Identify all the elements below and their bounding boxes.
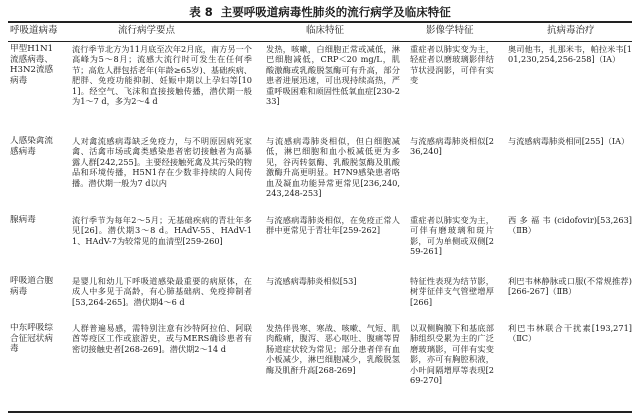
row-5-treatment: 利巴韦林联合干扰素[193,271]（ⅡC）	[508, 323, 632, 344]
row-2-clinical: 与流感病毒肺炎相似，但白细胞减低，淋巴细胞和血小板减低更为多见，谷丙转氨酶、乳酸脱氢酶及肌酸激酶升高更明显。H7N9感染患者咯血及凝血功能异常更常见[236,240,243,248-253]	[266, 136, 400, 199]
header-rule	[8, 41, 632, 42]
row-4-treatment: 利巴韦林静脉或口服(不常规推荐)[266-267]（ⅡB）	[508, 276, 632, 297]
row-1-virus: 甲型H1N1流感病毒、H3N2流感病毒	[10, 44, 54, 86]
row-2-epidemiology: 人对禽流感病毒缺乏免疫力，与不明原因病死家禽、活禽市场或禽类感染患者密切接触者为高暴露人群[242,255]。主要经接触死禽及其污染的物品和环境传播，H5N1存在少数非持续的人间传播。潜伏期一般为7 d以内	[72, 136, 252, 188]
row-1-clinical: 发热，咳嗽，白细胞正常或减低，淋巴细胞减低，CRP＜20 mg/L，肌酸激酶或乳酸脱氢酶可有升高，部分患者进展迅速，可出现持续高热，严重呼吸困难和顽固性低氧血症[230-233]	[266, 44, 400, 107]
row-4-clinical: 与流感病毒肺炎相似[53]	[266, 276, 357, 286]
row-5-virus: 中东呼吸综合征冠状病毒	[10, 323, 53, 355]
header-clinical: 临床特征	[306, 25, 345, 36]
row-4-imaging: 特征性表现为结节影，树芽征伴支气管壁增厚[266]	[410, 276, 494, 307]
table-title	[0, 4, 640, 20]
row-3-treatment: 西多福韦(cidofovir)[53,263]（ⅡB）	[508, 215, 632, 236]
row-2-virus: 人感染禽流感病毒	[10, 136, 53, 157]
row-5-clinical: 发热伴畏寒、寒战、咳嗽、气短、肌肉酸痛，腹泻、恶心呕吐、腹痛等胃肠道症状较为常见；部分患者伴有血小板减少，淋巴细胞减少，乳酸脱氢酶及肌酐升高[268-269]	[266, 323, 400, 375]
row-1-epidemiology: 流行季节北方为11月底至次年2月底，南方另一个高峰为5～8月；流感大流行时可发生在任何季节；高危人群包括老年(年龄≥65岁)、基础疾病、肥胖、免疫功能抑制、妊娠中期以上孕妇等[101]。经空气、飞沫和直接接触传播，潜伏期一般为1～7 d，多为2～4 d	[72, 44, 252, 107]
row-5-imaging: 以双侧胸膜下和基底部肺组织受累为主的广泛磨玻璃影，可伴有实变影，亦可有胸腔积液，小叶间隔增厚等表现[269-270]	[410, 323, 494, 386]
row-3-virus: 腺病毒	[10, 215, 36, 225]
table-number: 表 8	[189, 5, 213, 19]
row-4-epidemiology: 是婴儿和幼儿下呼吸道感染最重要的病原体，在成人中多见于高龄，有心肺基础病、免疫抑制者[53,264-265]。潜伏期4～6 d	[72, 276, 252, 307]
row-3-imaging: 重症者以肺实变为主，可伴有磨玻璃和斑片影，可为单侧或双侧[259-261]	[410, 215, 494, 257]
row-1-imaging: 重症者以肺实变为主，轻症者以磨玻璃影伴结节状浸润影，可伴有实变	[410, 44, 494, 86]
row-2-imaging: 与流感病毒肺炎相似[236,240]	[410, 136, 494, 157]
row-1-treatment: 奥司他韦，扎那米韦，帕拉米韦[101,230,254,256-258]（ⅠA）	[508, 44, 632, 65]
row-3-clinical: 与流感病毒肺炎相似，在免疫正常人群中更常见于青壮年[259-262]	[266, 215, 400, 236]
header-epidemiology: 流行病学要点	[118, 25, 176, 36]
table-caption: 主要呼吸道病毒性肺炎的流行病学及临床特征	[220, 5, 451, 19]
header-imaging: 影像学特征	[426, 25, 474, 36]
row-2-treatment: 与流感病毒肺炎相同[255]（ⅠA）	[508, 136, 630, 146]
row-4-virus: 呼吸道合胞病毒	[10, 276, 53, 297]
row-5-epidemiology: 人群普遍易感，需特别注意有沙特阿拉伯、阿联酋等疫区工作或旅游史，或与MERS确诊患者有密切接触史者[268-269]。潜伏期2～14 d	[72, 323, 252, 354]
row-3-epidemiology: 流行季节为每年2～5月；无基础疾病的青壮年多见[26]。潜伏期3～8 d。HAdV-55、HAdV-11、HAdV-7为较常见的血清型[259-260]	[72, 215, 252, 246]
header-treatment: 抗病毒治疗	[547, 25, 595, 36]
header-virus: 呼吸道病毒	[10, 25, 58, 36]
bottom-rule	[8, 411, 632, 413]
